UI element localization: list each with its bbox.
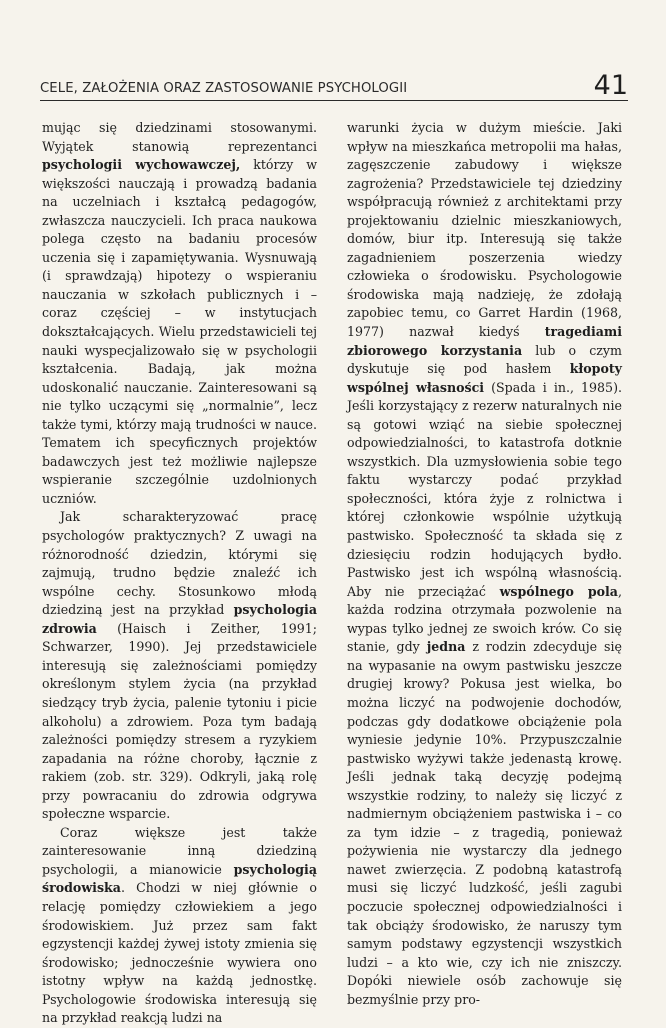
paragraph	[42, 824, 317, 1028]
page-header	[40, 70, 628, 101]
right-column	[347, 119, 622, 1009]
paragraph	[347, 119, 622, 1009]
bold-term: wspólnego pola	[499, 583, 618, 599]
text-run: (Haisch i Zeither, 1991; Schwarzer, 1990). Jej przedstawiciele interesują się zależnościami pomiędzy określonym stylem życia (na przykład siedzący tryb życia, palenie tytoniu i picie alkoholu) a zdrowiem. Poza tym badają zależności pomiędzy stresem a ryzykiem zapadania na różne choroby, łącznie z rakiem (zob. str. 329). Odkryli, jaką rolę przy powracaniu do zdrowia odgrywa społeczne wsparcie.	[42, 620, 317, 822]
bold-term: psychologia zdrowia	[42, 602, 317, 636]
text-run: z rodzin zdecyduje się na wypasanie na owym pastwisku jeszcze drugiej krowy? Pokusa jest wielka, bo można liczyć na podwojenie dochodów, podczas gdy dodatkowe obciążenie pola wyniesie jedynie 10%. Przypuszczalnie pastwisko wyżywi także jedenastą krowę. Jeśli jednak taką decyzję podejmą wszystkie rodziny, to należy się liczyć z nadmiernym obciążeniem pastwiska i – co za tym idzie – z tragedią, ponieważ pożywienia nie wystarczy dla jednego nawet zwierzęcia. Z podobną katastrofą musi się liczyć ludzkość, jeśli zagubi poczucie społecznej odpowiedzialności i tak obciąży środowisko, że naruszy tym samym podstawy egzystencji wszystkich ludzi – a kto wie, czy ich nie zniszczy. Dopóki niewiele osób zachowuje się bezmyślnie przy pro-	[347, 639, 622, 1007]
paragraph	[42, 119, 317, 508]
bold-term: psychologią środowiska	[42, 861, 317, 896]
bold-term: kłopoty wspólnej własności	[347, 361, 622, 395]
text-run: Jak scharakteryzować pracę psychologów praktycznych? Z uwagi na różnorodność dziedzin, którymi się zajmują, trudno będzie znaleźć ich wspólne cechy. Stosunkowo młodą dziedziną jest na przykład	[42, 509, 317, 618]
bold-term: psychologii wychowawczej,	[42, 157, 241, 173]
text-run: Coraz większe jest także zainteresowanie inną dziedziną psychologii, a mianowicie	[42, 824, 317, 877]
text-run: warunki życia w dużym mieście. Jaki wpływ na mieszkańca metropolii ma hałas, zagęszczenie zabudowy i większe zagrożenia? Przedstawiciele tej dziedziny współpracują również z architektami przy projektowaniu dzielnic mieszkaniowych, domów, biur itp. Interesują się także zagadnieniem poszerzenia wiedzy człowieka o środowisku. Psychologowie środowiska mają nadzieję, że zdołają zapobiec temu, co Garret Hardin (1968, 1977) nazwał kiedyś	[347, 120, 622, 340]
paragraph	[42, 508, 317, 823]
running-head-title: CELE, ZAŁOŻENIA ORAZ ZASTOSOWANIE PSYCHOLOGII	[40, 81, 408, 96]
text-run: (Spada i in., 1985). Jeśli korzystający z rezerw naturalnych nie są gotowi wziąć na siebie społecznej odpowiedzialności, to katastrofa dotknie wszystkich. Dla uzmysłowienia sobie tego faktu wystarczy podać przykład społeczności, która żyje z rolnictwa i której członkowie wspólnie użytkują pastwisko. Społeczność ta składa się z dziesięciu rodzin hodujących bydło. Pastwisko jest ich wspólną własnością. Aby nie przeciążać	[347, 379, 622, 599]
text-run: , każda rodzina otrzymała pozwolenie na wypas tylko jednej ze swoich krów. Co się stanie, gdy	[347, 583, 622, 655]
text-run: mując się dziedzinami stosowanymi. Wyjątek stanowią reprezentanci	[42, 120, 317, 154]
text-run: . Chodzi w niej głównie o relację pomiędzy człowiekiem a jego środowiskiem. Już przez sam fakt egzystencji każdej żywej istoty zmienia się środowisko; jednocześnie wywiera ono istotny wpływ na każdą jednostkę. Psychologowie środowiska interesują się na przykład reakcją ludzi na	[42, 880, 317, 1026]
bold-term: tragediami zbiorowego korzystania	[347, 324, 622, 358]
bold-term: jedna	[426, 639, 466, 655]
left-column	[42, 119, 317, 1028]
text-run: którzy w większości nauczają i prowadzą badania na uczelniach i kształcą pedagogów, zwłaszcza nauczycieli. Ich praca naukowa polega często na badaniu procesów uczenia się i zapamiętywania. Wysnuwają (i sprawdzają) hipotezy o wspieraniu nauczania w szkołach publicznych i – coraz częściej – w instytucjach dokształcających. Wielu przedstawicieli tej nauki wyspecjalizowało się w psychologii kształcenia. Badają, jak można udoskonalić nauczanie. Zainteresowani są nie tylko uczącymi się „normalnie”, lecz także tymi, którzy mają trudności w nauce. Tematem ich specyficznych projektów badawczych jest też możliwie najlepsze wspieranie szczególnie uzdolnionych uczniów.	[42, 157, 317, 506]
page-number: 41	[593, 70, 628, 101]
text-run: lub o czym dyskutuje się pod hasłem	[347, 342, 622, 377]
